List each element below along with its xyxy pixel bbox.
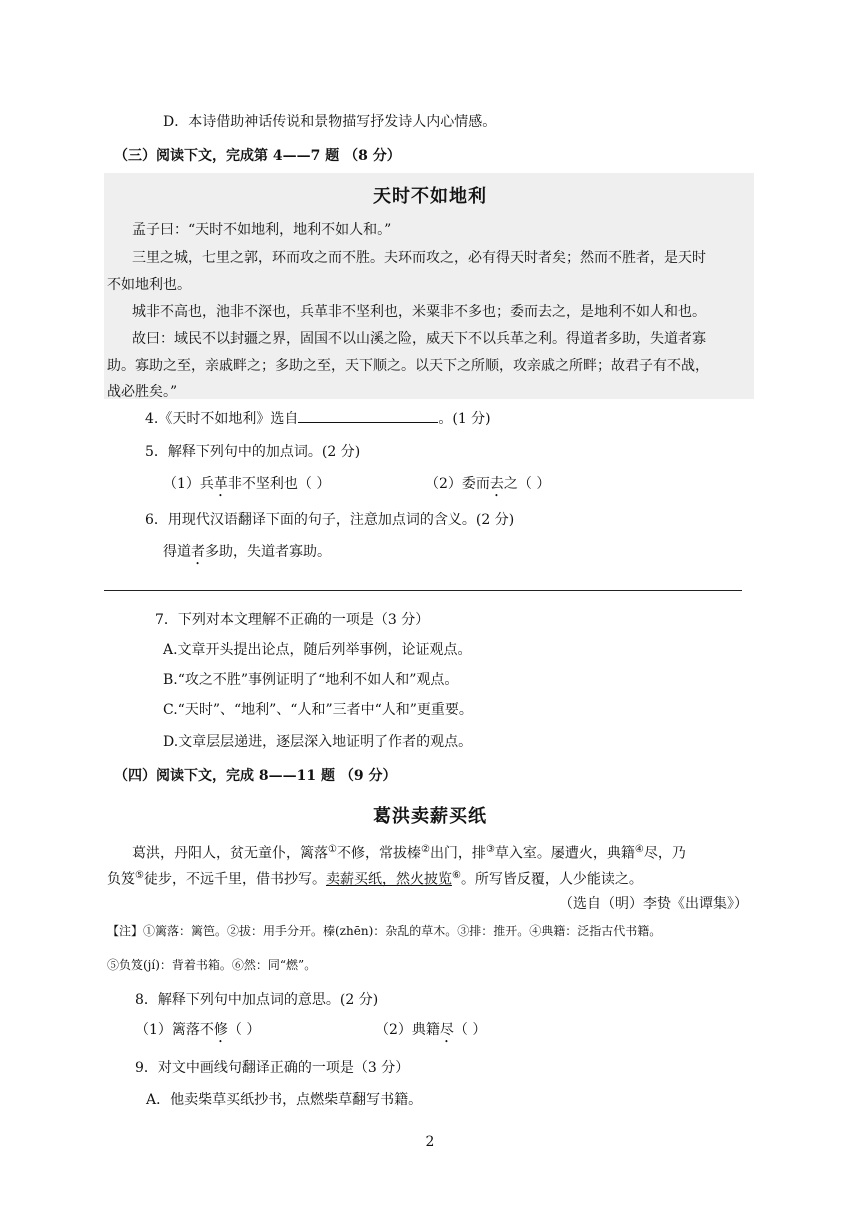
passage-line: 城非不高也，池非不深也，兵革非不坚利也，米粟非不多也；委而去之，是地利不如人和也。 — [132, 304, 706, 320]
dotted-word: 尽 — [439, 1022, 454, 1038]
passage2-title: 葛洪卖薪买纸 — [373, 806, 487, 827]
passage2-line-1 — [132, 840, 686, 864]
footnote-2: ⑤负笈(jí)：背着书箱。⑥然：同“燃”。 — [107, 958, 317, 972]
text: 不修，常拔榛 — [336, 845, 421, 862]
text: 出门，排 — [429, 845, 486, 862]
text: 葛洪，丹阳人，贫无童仆，篱落 — [132, 845, 328, 862]
answer-line[interactable] — [104, 590, 742, 591]
passage-title: 天时不如地利 — [373, 186, 487, 207]
passage-line: 助。寡助之至，亲戚畔之；多助之至，天下顺之。以天下之所顺，攻亲戚之所畔；故君子有不战， — [107, 358, 709, 374]
question-9: 9．对文中画线句翻译正确的一项是（3 分） — [135, 1060, 410, 1076]
q5-item-1-blank[interactable]: 非不坚利也（ ） — [227, 476, 331, 492]
dotted-word: 修 — [213, 1022, 228, 1038]
q6-sentence — [163, 542, 331, 568]
q3-option-d: D．本诗借助神话传说和景物描写抒发诗人内心情感。 — [163, 114, 497, 130]
note-marker: ④ — [634, 844, 644, 855]
q5-item-1 — [163, 474, 330, 500]
q5-item-1-text: （1）兵 — [163, 476, 214, 492]
footnote-1: 【注】①篱落：篱笆。②拔：用手分开。榛(zhēn)：杂乱的草木。③排：推开。④典籍：泛指古代书籍。 — [107, 924, 662, 938]
q5-item-2 — [425, 474, 550, 500]
q8-item-1-blank[interactable]: （ ） — [227, 1022, 261, 1038]
question-8: 8．解释下列句中加点词的意思。(2 分) — [135, 992, 379, 1008]
text: 尽，乃 — [643, 845, 686, 862]
q7-option-c[interactable]: C.“天时”、“地利”、“人和”三者中“人和”更重要。 — [163, 702, 473, 718]
note-marker: ⑥ — [451, 870, 461, 881]
q8-item-2-blank[interactable]: （ ） — [453, 1022, 487, 1038]
question-4 — [145, 408, 491, 429]
q5-item-2-text: （2）委而 — [425, 476, 490, 492]
q7-option-d[interactable]: D.文章层层递进，逐层深入地证明了作者的观点。 — [163, 734, 473, 750]
passage-line: 不如地利也。 — [107, 277, 191, 293]
text: 徒步，不远千里，借书抄写。 — [143, 871, 326, 888]
passage-line: 孟子曰：“天时不如地利，地利不如人和。” — [132, 222, 392, 238]
note-marker: ② — [420, 844, 430, 855]
dotted-word: 去 — [489, 476, 504, 492]
note-marker: ① — [328, 844, 337, 855]
text: （1）篱落不 — [135, 1022, 214, 1038]
q7-option-b[interactable]: B.“攻之不胜”事例证明了“地利不如人和”观点。 — [163, 672, 459, 688]
q4-prefix: 4.《天时不如地利》选自 — [145, 411, 299, 427]
q8-item-2 — [375, 1020, 486, 1046]
q7-option-a[interactable]: A.文章开头提出论点，随后列举事例，论证观点。 — [163, 642, 472, 658]
text: 负笈 — [107, 871, 135, 888]
section3-heading: （三）阅读下文，完成第 4——7 题 （8 分） — [114, 148, 401, 164]
dotted-word: 者 — [191, 544, 205, 560]
note-marker: ③ — [485, 844, 495, 855]
q6-text: 得道 — [163, 544, 191, 560]
passage-line: 故曰：域民不以封疆之界，固国不以山溪之险，威天下不以兵革之利。得道者多助，失道者寡 — [132, 331, 706, 347]
q9-option-a[interactable]: A．他卖柴草买纸抄书，点燃柴草翻写书籍。 — [146, 1092, 423, 1108]
answer-blank[interactable] — [298, 408, 438, 423]
q6-text: 多助，失道者寡助。 — [205, 544, 331, 560]
question-7: 7．下列对本文理解不正确的一项是（3 分） — [155, 612, 430, 628]
page-number: 2 — [425, 1134, 435, 1150]
text: 草入室。屡遭火，典籍 — [494, 845, 635, 862]
q4-suffix: 。(1 分) — [438, 411, 491, 427]
dotted-word: 革 — [213, 476, 228, 492]
q8-item-1 — [135, 1020, 260, 1046]
passage-line: 战必胜矣。” — [107, 384, 178, 400]
question-6: 6．用现代汉语翻译下面的句子，注意加点词的含义。(2 分) — [145, 512, 515, 528]
source-citation: （选自（明）李贽《出谭集》） — [559, 896, 748, 912]
note-marker: ⑤ — [135, 870, 144, 881]
question-5: 5．解释下列句中的加点词。(2 分) — [145, 444, 361, 460]
text: （2）典籍 — [375, 1022, 440, 1038]
underlined-sentence: 卖薪买纸，然火披览 — [325, 871, 452, 888]
text: 。所写皆反覆，人少能读之。 — [460, 871, 643, 888]
section4-heading: （四）阅读下文，完成 8——11 题 （9 分） — [114, 768, 397, 784]
q5-item-2-blank[interactable]: 之（ ） — [503, 476, 551, 492]
passage2-line-2 — [107, 866, 643, 890]
passage-line: 三里之城，七里之郭，环而攻之而不胜。夫环而攻之，必有得天时者矣；然而不胜者，是天时 — [132, 250, 706, 266]
